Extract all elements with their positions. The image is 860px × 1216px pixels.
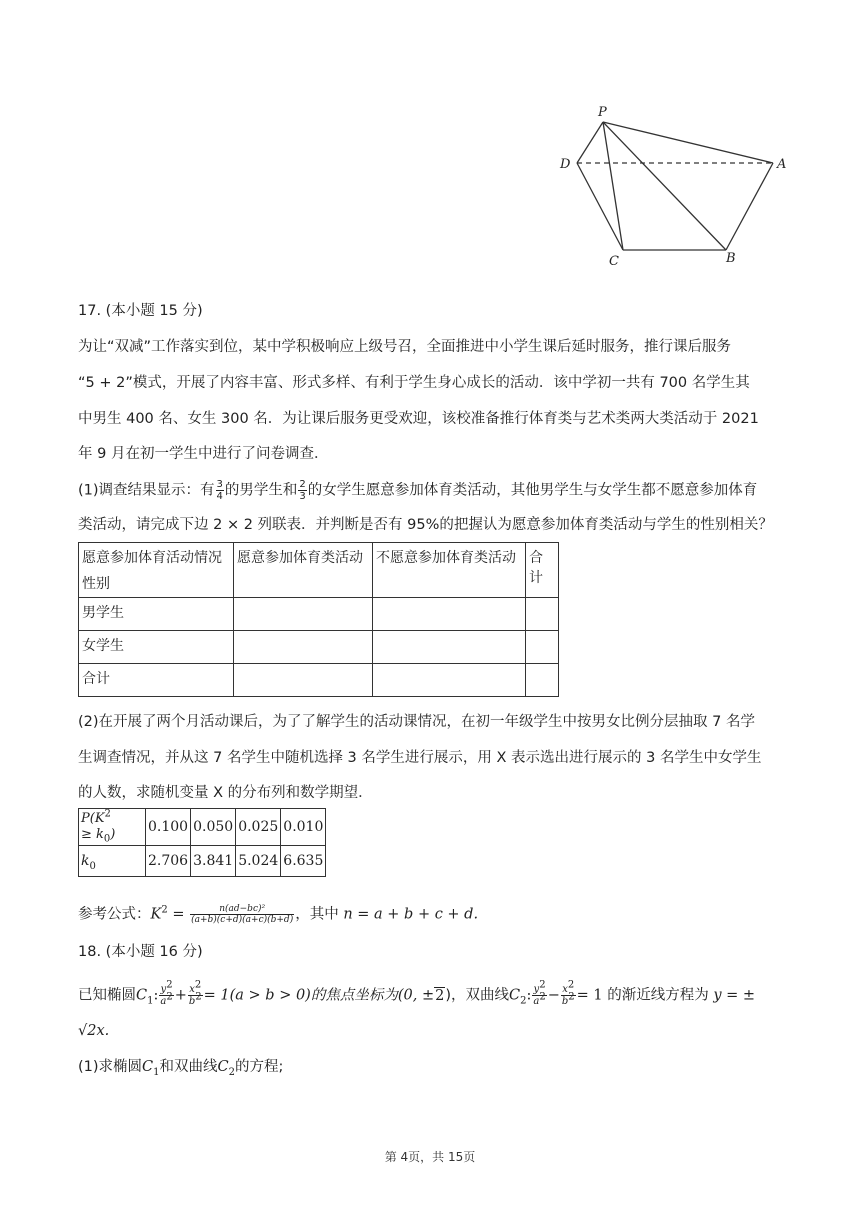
reference-formula: 参考公式：$K^2$ = $\frac{\text{n(ad−bc)²}}{(a+b)(c+d)(a+c)(b+d)}$ ，其中 n = a + b + c + d. [78, 904, 479, 925]
row-label-female: 女学生 [79, 631, 234, 664]
q17-part1-text-b: 的男学生和 [224, 482, 298, 499]
critical-value-table [78, 808, 326, 877]
formula-denominator: (a+b)(c+d)(a+c)(b+d) [191, 915, 294, 925]
q17-intro-line-3: 中男生 400 名、女生 300 名．为让课后服务更受欢迎，该校准备推行体育类与艺术类两大类活动于 2021 [78, 411, 759, 427]
q18-part1: (1)求椭圆$C_1$和双曲线$C_2$的方程; [78, 1059, 284, 1078]
q17-part1-text-c: 的女学生愿意参加体育类活动，其他男学生与女学生都不愿意参加体育 [307, 482, 758, 499]
empty-cell [234, 664, 373, 697]
table-row [79, 631, 559, 664]
probability-label-b: ≥ k [81, 827, 104, 842]
empty-cell [526, 631, 559, 664]
empty-cell [373, 598, 526, 631]
q18-line-1: 已知椭圆$C_1$: $\frac{y^2}{a^2}$ + $\frac{x^2}{b^2}$ = 1(a > b > 0)的焦点坐标为(0, ±2)，双曲线$C_2$: $\frac{y^2}{a^2}$ − $\frac{x^2}{b^2}$ = 1 的渐近线方程为 y = ± [78, 979, 756, 1007]
corner-bottom-label: 性别 [82, 576, 110, 592]
empty-cell [526, 598, 559, 631]
q18-text-a: 已知椭圆 [78, 987, 136, 1004]
q18-header: 18. (本小题 16 分) [78, 944, 203, 960]
col-header-unwilling: 不愿意参加体育类活动 [373, 543, 526, 598]
sqrt-two: 2 [435, 987, 445, 1004]
q18-text-d: = 1 的渐近线方程为 [576, 987, 709, 1004]
formula-numerator: n(ad−bc)² [190, 904, 294, 915]
ellipse-term-x: $\frac{x^2}{b^2}$ [188, 979, 202, 1007]
row-label-male: 男学生 [79, 598, 234, 631]
critical-value: 2.706 [146, 846, 191, 877]
q18-text-e: y = ± [713, 987, 756, 1004]
q17-intro-line-4: 年 9 月在初一学生中进行了问卷调查． [78, 446, 329, 462]
q17-part1-text-a: (1)调查结果显示：有 [78, 482, 215, 499]
k-label: k [81, 853, 90, 869]
q18-text-c: )，双曲线 [445, 987, 509, 1004]
label-p: P [598, 105, 607, 120]
q18-part1-a: (1)求椭圆 [78, 1059, 143, 1075]
empty-cell [526, 664, 559, 697]
probability-value: 0.050 [191, 809, 236, 846]
formula-fraction [190, 904, 294, 925]
probability-label-a: P(K [81, 811, 105, 826]
table-row [79, 846, 326, 877]
formula-suffix: ，其中 [295, 906, 339, 923]
hyperbola-term-y: $\frac{y^2}{a^2}$ [533, 979, 546, 1007]
edge-pa [603, 122, 773, 163]
probability-value: 0.025 [236, 809, 281, 846]
table-row [79, 664, 559, 697]
page-footer: 第 4页，共 15页 [384, 1150, 476, 1164]
label-d: D [560, 157, 571, 172]
q17-header: 17. (本小题 15 分) [78, 303, 203, 319]
q17-part2-line-2: 生调查情况，并从这 7 名学生中随机选择 3 名学生进行展示，用 X 表示选出进行展示的 3 名学生中女学生 [78, 750, 762, 766]
q17-part2-line-1: (2)在开展了两个月活动课后，为了了解学生的活动课情况，在初一年级学生中按男女比例分层抽取 7 名学 [78, 714, 755, 730]
q17-part1-line-1 [78, 479, 757, 502]
fraction-three-quarters [216, 479, 224, 502]
probability-value: 0.010 [281, 809, 326, 846]
q18-text-b: = 1(a > b > 0)的焦点坐标为(0, ± [203, 987, 435, 1004]
fraction-numerator: 3 [216, 479, 223, 490]
label-c: C [609, 254, 619, 269]
formula-n: n = a + b + c + d. [343, 906, 479, 923]
edge-ba [726, 163, 773, 250]
formula-prefix: 参考公式： [78, 906, 151, 923]
empty-cell [234, 631, 373, 664]
fraction-denominator: 3 [299, 491, 306, 502]
label-b: B [726, 251, 736, 266]
critical-value: 3.841 [191, 846, 236, 877]
row-label-probability: $P(K^2$ ≥ $k_0$) [79, 809, 146, 846]
q18-part1-b: 和双曲线 [159, 1059, 218, 1075]
table-header-row [79, 543, 559, 598]
ellipse-term-y: $\frac{y^2}{a^2}$ [160, 979, 173, 1007]
table-row [79, 809, 326, 846]
q18-line-2 [78, 1021, 109, 1041]
asymptote-continued: √2x. [78, 1023, 110, 1039]
empty-cell [234, 598, 373, 631]
probability-value: 0.100 [146, 809, 191, 846]
contingency-table [78, 542, 559, 697]
fraction-numerator: 2 [299, 479, 306, 490]
edge-pd [577, 122, 603, 163]
fraction-denominator: 4 [216, 491, 223, 502]
q17-intro-line-1: 为让“双减”工作落实到位，某中学积极响应上级号召，全面推进中小学生课后延时服务，推行课后服务 [78, 339, 732, 355]
row-label-k0: $k_0$ [79, 846, 146, 877]
edge-pb [603, 122, 726, 250]
table-row [79, 598, 559, 631]
fraction-two-thirds [298, 479, 306, 502]
critical-value: 6.635 [281, 846, 326, 877]
q17-intro-line-2: “5 + 2”模式，开展了内容丰富、形式多样、有利于学生身心成长的活动．该中学初一共有 700 名学生其 [78, 375, 750, 391]
col-header-willing: 愿意参加体育类活动 [234, 543, 373, 598]
label-a: A [777, 157, 787, 172]
q17-part1-line-2: 类活动，请完成下边 2 × 2 列联表．并判断是否有 95%的把握认为愿意参加体育类活动与学生的性别相关？ [78, 517, 773, 533]
row-label-total: 合计 [79, 664, 234, 697]
pyramid-figure [555, 100, 795, 270]
empty-cell [373, 664, 526, 697]
q17-part2-line-3: 的人数，求随机变量 X 的分布列和数学期望． [78, 785, 373, 801]
corner-top-label: 愿意参加体育活动情况 [82, 550, 222, 566]
q18-part1-c: 的方程; [235, 1059, 284, 1075]
critical-value: 5.024 [236, 846, 281, 877]
table-corner-cell [79, 543, 234, 598]
hyperbola-term-x: $\frac{x^2}{b^2}$ [561, 979, 575, 1007]
col-header-total: 合计 [526, 543, 559, 598]
empty-cell [373, 631, 526, 664]
